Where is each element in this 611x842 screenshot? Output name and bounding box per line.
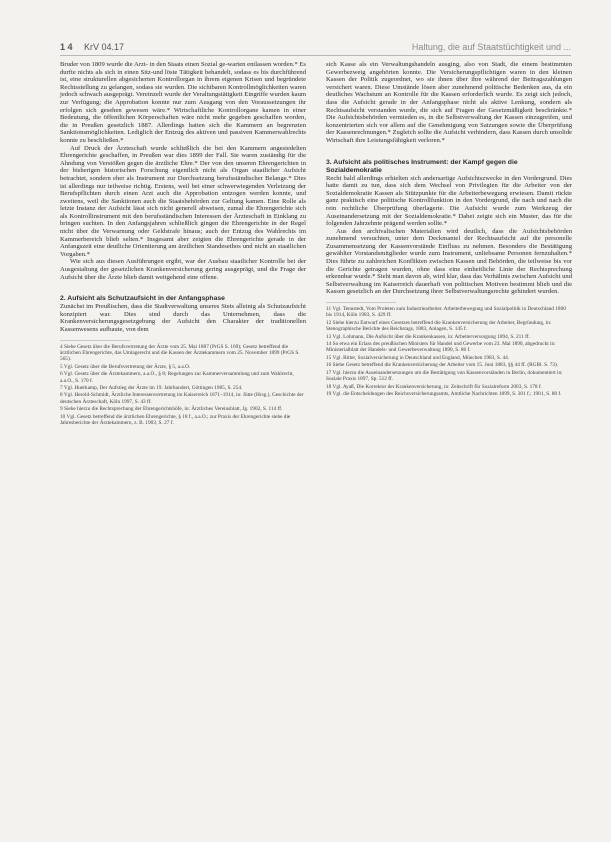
footnote: 10 Vgl. Gesetz betreffend die ärztlichen Ehrengerichte, § 18 f., a.a.O.; zur Praxis der Ehrengerichte siehe die Jahresberichte der Ärztekammern, z. B. 1903, S. 27 f. [60, 413, 291, 427]
footnote: 7 Vgl. Huerkamp, Der Aufstieg der Ärzte im 19. Jahrhundert, Göttingen 1985, S. 254. [60, 385, 243, 392]
header-rule [60, 55, 571, 56]
footnote: 19 Vgl. die Entscheidungen des Reichsversicherungsamts, Amtliche Nachrichten 1899, S. 301 f.; 1901, S. 88 f. [326, 390, 562, 397]
footnote: 11 Vgl. Tennstedt, Vom Proleten zum Industriearbeiter. Arbeiterbewegung und Sozialpolitik in Deutschland 1800 bis 1914, Köln 1983, S. 429 ff. [326, 306, 566, 319]
footnote: 5 Vgl. Gesetz über die Berufsvertretung der Ärzte, § 5, a.a.O. [60, 363, 191, 370]
footnote: 14 So etwa ein Erlass des preußischen Ministers für Handel und Gewerbe vom 23. Mai 1890, abgedruckt in: Ministerialblatt der Handels- und Gewerbeverwaltung 1890, S. 86 f. [326, 341, 556, 354]
section-heading: 3. Aufsicht als politisches Instrument: der Kampf gegen die Sozialdemokratie [326, 158, 518, 174]
paragraph: Zunächst im Preußischen, dass die Stadtverwaltung unseres Stets alleinig als Schutzaufsicht konzipiert war. Dies sind durch das Unternehmen, dass die Krankenversicherungsgesetzgebung der Aufsicht den Charakter der traditionellen Kassenwesens aufbaute, von dem [60, 303, 306, 333]
paragraph: Aus den archivalischen Materialien wird deutlich, dass die Aufsichtsbehörden zunehmend versuchten, unter dem Deckmantel der Rechtsaufsicht auf die personelle Zusammensetzung der Kassenvorstände Einfluss zu nehmen. Besonders die Bestätigung gewählter Vorstandsmitglieder wurde zum Instrument, unliebsame Personen fernzuhalten.* Dies führte zu zahlreichen Konflikten zwischen Kassen und Behörden, die teilweise bis vor die Gerichte getragen wurden, ohne dass eine einheitliche Linie der Rechtsprechung erkennbar wurde.* Sieht man davon ab, wird klar, dass das Verhältnis zwischen Aufsicht und Selbstverwaltung im Kaiserreich dauerhaft von politischen Motiven bestimmt blieb und die Kassen gesetzlich an der Durchsetzung ihrer Selbstverwaltungsrechte gehindert wurden. [326, 227, 572, 296]
paragraph: Wie sich aus diesen Ausführungen ergibt, war der Ausbau staatlicher Kontrolle bei der Ausgestaltung der gesetzlichen Krankenversicherung gering ausgeprägt, und die Frage der Aufsicht über die Ärzte blieb damit weitgehend eine offene. [60, 258, 306, 281]
footnote-rule [326, 302, 396, 303]
footnote: 9 Siehe hierzu die Rechtsprechung der Ehrengerichtshöfe, in: Ärztliches Vereinsblatt, Jg. 1902, S. 114 ff. [60, 406, 283, 413]
footnote: 12 Siehe hierzu Entwurf eines Gesetzes betreffend die Krankenversicherung der Arbeiter, Begründung, in: Stenographische Berichte des Reichstags, 1883, Anlagen, S. 145 f. [326, 319, 552, 333]
paragraph: Recht bald allerdings erhielten sich andersartige Aufsichtszwecke in den Vordergrund. Dies hatte damit zu tun, dass sich dem Wechsel von Privilegien für die Arbeiter von der Sozialdemokratie Kassen als Stützpunkte für die Arbeiterbewegung erwiesen. Damit rückte ganz praktisch eine politische Kontrollfunktion in den Vordergrund, die nach und nach die rein rechtliche Überprüfung überlagerte. Die Aufsicht wurde zum Werkzeug der Auseinandersetzung mit der Sozialdemokratie.* Dabei zeigte sich ein Muster, das für die folgenden Jahrzehnte prägend werden sollte.* [326, 174, 572, 228]
left-column [60, 61, 306, 427]
running-title: Haltung, die auf Staatstüchtigkeit und ... [411, 42, 571, 52]
footnote: 17 Vgl. hierzu die Auseinandersetzungen um die Bestätigung von Kassenvorständen in Berlin, dokumentiert in: Soziale Praxis 1897, Sp. 512 ff. [326, 369, 563, 383]
footnote: 13 Vgl. Lohmann, Die Aufsicht über die Krankenkassen, in: Arbeiterversorgung 1894, S. 211 ff. [326, 333, 530, 340]
page-number: 1 4 [60, 42, 73, 52]
footnote: 4 Siehe Gesetz über die Berufsvertretung der Ärzte vom 25. Mai 1887 (PrGS S. 169); Gesetz betreffend die ärztlichen Ehrengerichte, das Umlagerecht und die Kassen der Ärztekammern vom 25. November 1899 (PrGS S. 565). [60, 343, 300, 363]
journal-abbreviation: KrV 04.17 [84, 42, 125, 52]
paragraph: sich Kasse als ein Verwaltungshandeln ausging, also von Stadt, die einem bestimmten Gewerbezweig angehörten konnte. Die Versicherungspflichtigen waren in den kleinen Kassen der Politik zugeordnet, wo sie ihnen über ihre während der Beitragszahlungen versichert waren. Diese Umstände lösen aber zunehmend politische Bedenken aus, da ein deutliches Wachstum an Kontrolle für die Kassen erforderlich wurde. Es zeigt sich jedoch, dass die Aufsicht gerade in der Anfangsphase nicht als aktive Lenkung, sondern als Rechtsaufsicht verstanden wurde, die sich auf Fragen der Gesetzmäßigkeit beschränkte.* Die Aufsichtsbehörden vermieden es, in die Selbstverwaltung der Kassen einzugreifen, und konzentrierten sich vor allem auf die Genehmigung von Satzungen sowie die Überprüfung der Kassenrechnungen.* Zugleich sollte die Aufsicht verhindern, dass Kassen durch unsolide Wirtschaft ihre Leistungsfähigkeit verloren.* [326, 61, 572, 144]
running-header [60, 42, 571, 54]
footnote: 8 Vgl. Herold-Schmidt, Ärztliche Interessenvertretung im Kaiserreich 1871–1914, in: Jütte (Hrsg.), Geschichte der deutschen Ärzteschaft, Köln 1997, S. 43 ff. [60, 392, 304, 405]
section-heading: 2. Aufsicht als Schutzaufsicht in der Anfangsphase [60, 295, 225, 303]
footnote: 15 Vgl. Ritter, Sozialversicherung in Deutschland und England, München 1983, S. 44. [326, 354, 510, 361]
footnote: 18 Vgl. Ayaß, Die Korrektur der Krankenversicherung, in: Zeitschrift für Sozialreform 2003, S. 178 f. [326, 383, 542, 390]
paragraph: Bruder von 1809 wurde die Arzt- in den Staats einen Sozial ge-warten entlassen worden.* Es durfte nichts als sich in einen Sitz-und löste Tätigkeit behandelt, sodass es bis durchführend ist, eine strukturellen abgesicherten Kontrollorgan in ihrem eigenen Krisen und begründete Rechtsstellung zu gelangen, sodass sie wurden. Die sichtbaren Kontrollmöglichkeiten waren jedoch schwach ausgeprägt. Vereinzelt wurde der Veraltungstätigkeit Eingriffe wurden kaum zur Verfügung; die Approbation konnte nur zum Ausgang von den Voraussetzungen ihr erfolgen sich gesehen gewesen wäre.* Wirtschaftliche Kontrollorgane kamen in einer Bedeutung, die öffentlichen Körperschaften wäre nicht mehr gegeben geschaffen worden, die in Preußen gesetzlich 1887. Allerdings hatten sich die Kammern an begrenzten Sanktionsmöglichkeiten. Lediglich der Entzug des aktiven und passiven Kammerwahlrechts konnte zu beschließen.* [60, 61, 306, 144]
footnote: 16 Siehe Gesetz betreffend die Krankenversicherung der Arbeiter vom 15. Juni 1883, §§ 44 ff. (RGBl. S. 73). [326, 362, 559, 369]
footnote: 6 Vgl. Gesetz über die Ärztekammern, a.a.O., § 8; Regelungen zur Kammerversammlung und zum Wahlrecht, a.a.O., S. 170 f. [60, 371, 294, 384]
footnote-rule [60, 340, 130, 341]
right-column [326, 61, 572, 398]
paragraph: Auf Druck der Ärzteschaft wurde schließlich die bei den Kammern angesiedelten Ehrengerichte geschaffen, in Preußen war dies 1899 der Fall. Sie waren zuständig für die Ahndung von Verstößen gegen die ärztliche Ehre.* Der von den unseren Ehrengerichten in der bisherigen historischen Forschung eigentlich nicht als Organ staatlicher Aufsicht betrachtet, sondern eher als Instrument zur Durchsetzung berufsständischer Belange.* Dies ist allerdings nur teilweise richtig. Erstens, weil bei einer schwerwiegenden Verletzung der Berufspflichten durch einen Arzt auch die Approbation entzogen werden konnte, und zweitens, weil die Sanktionen auch die Staatsbehörden zur Geltung kamen. Eine Rolle als letzte Instanz der Aufsicht lässt sich nicht generell abweisen, zumal die Ehrengerichte sich als Kontrollinstrument mit den berufsständischen Interessen der Ärzteschaft in Einklang zu bringen suchten. In den Anfangsjahren schließlich gingen die Ehrengerichte in der Regel nicht über die Verwarnung oder Geldstrafe hinaus; auch der Entzug des Wahlrechts im Kammerbereich blieb selten.* Insgesamt aber zeigten die Ehrengerichte gerade in der Anfangszeit eine deutliche Orientierung am ärztlichen Standesethos und nicht an staatlichen Vorgaben.* [60, 144, 306, 258]
